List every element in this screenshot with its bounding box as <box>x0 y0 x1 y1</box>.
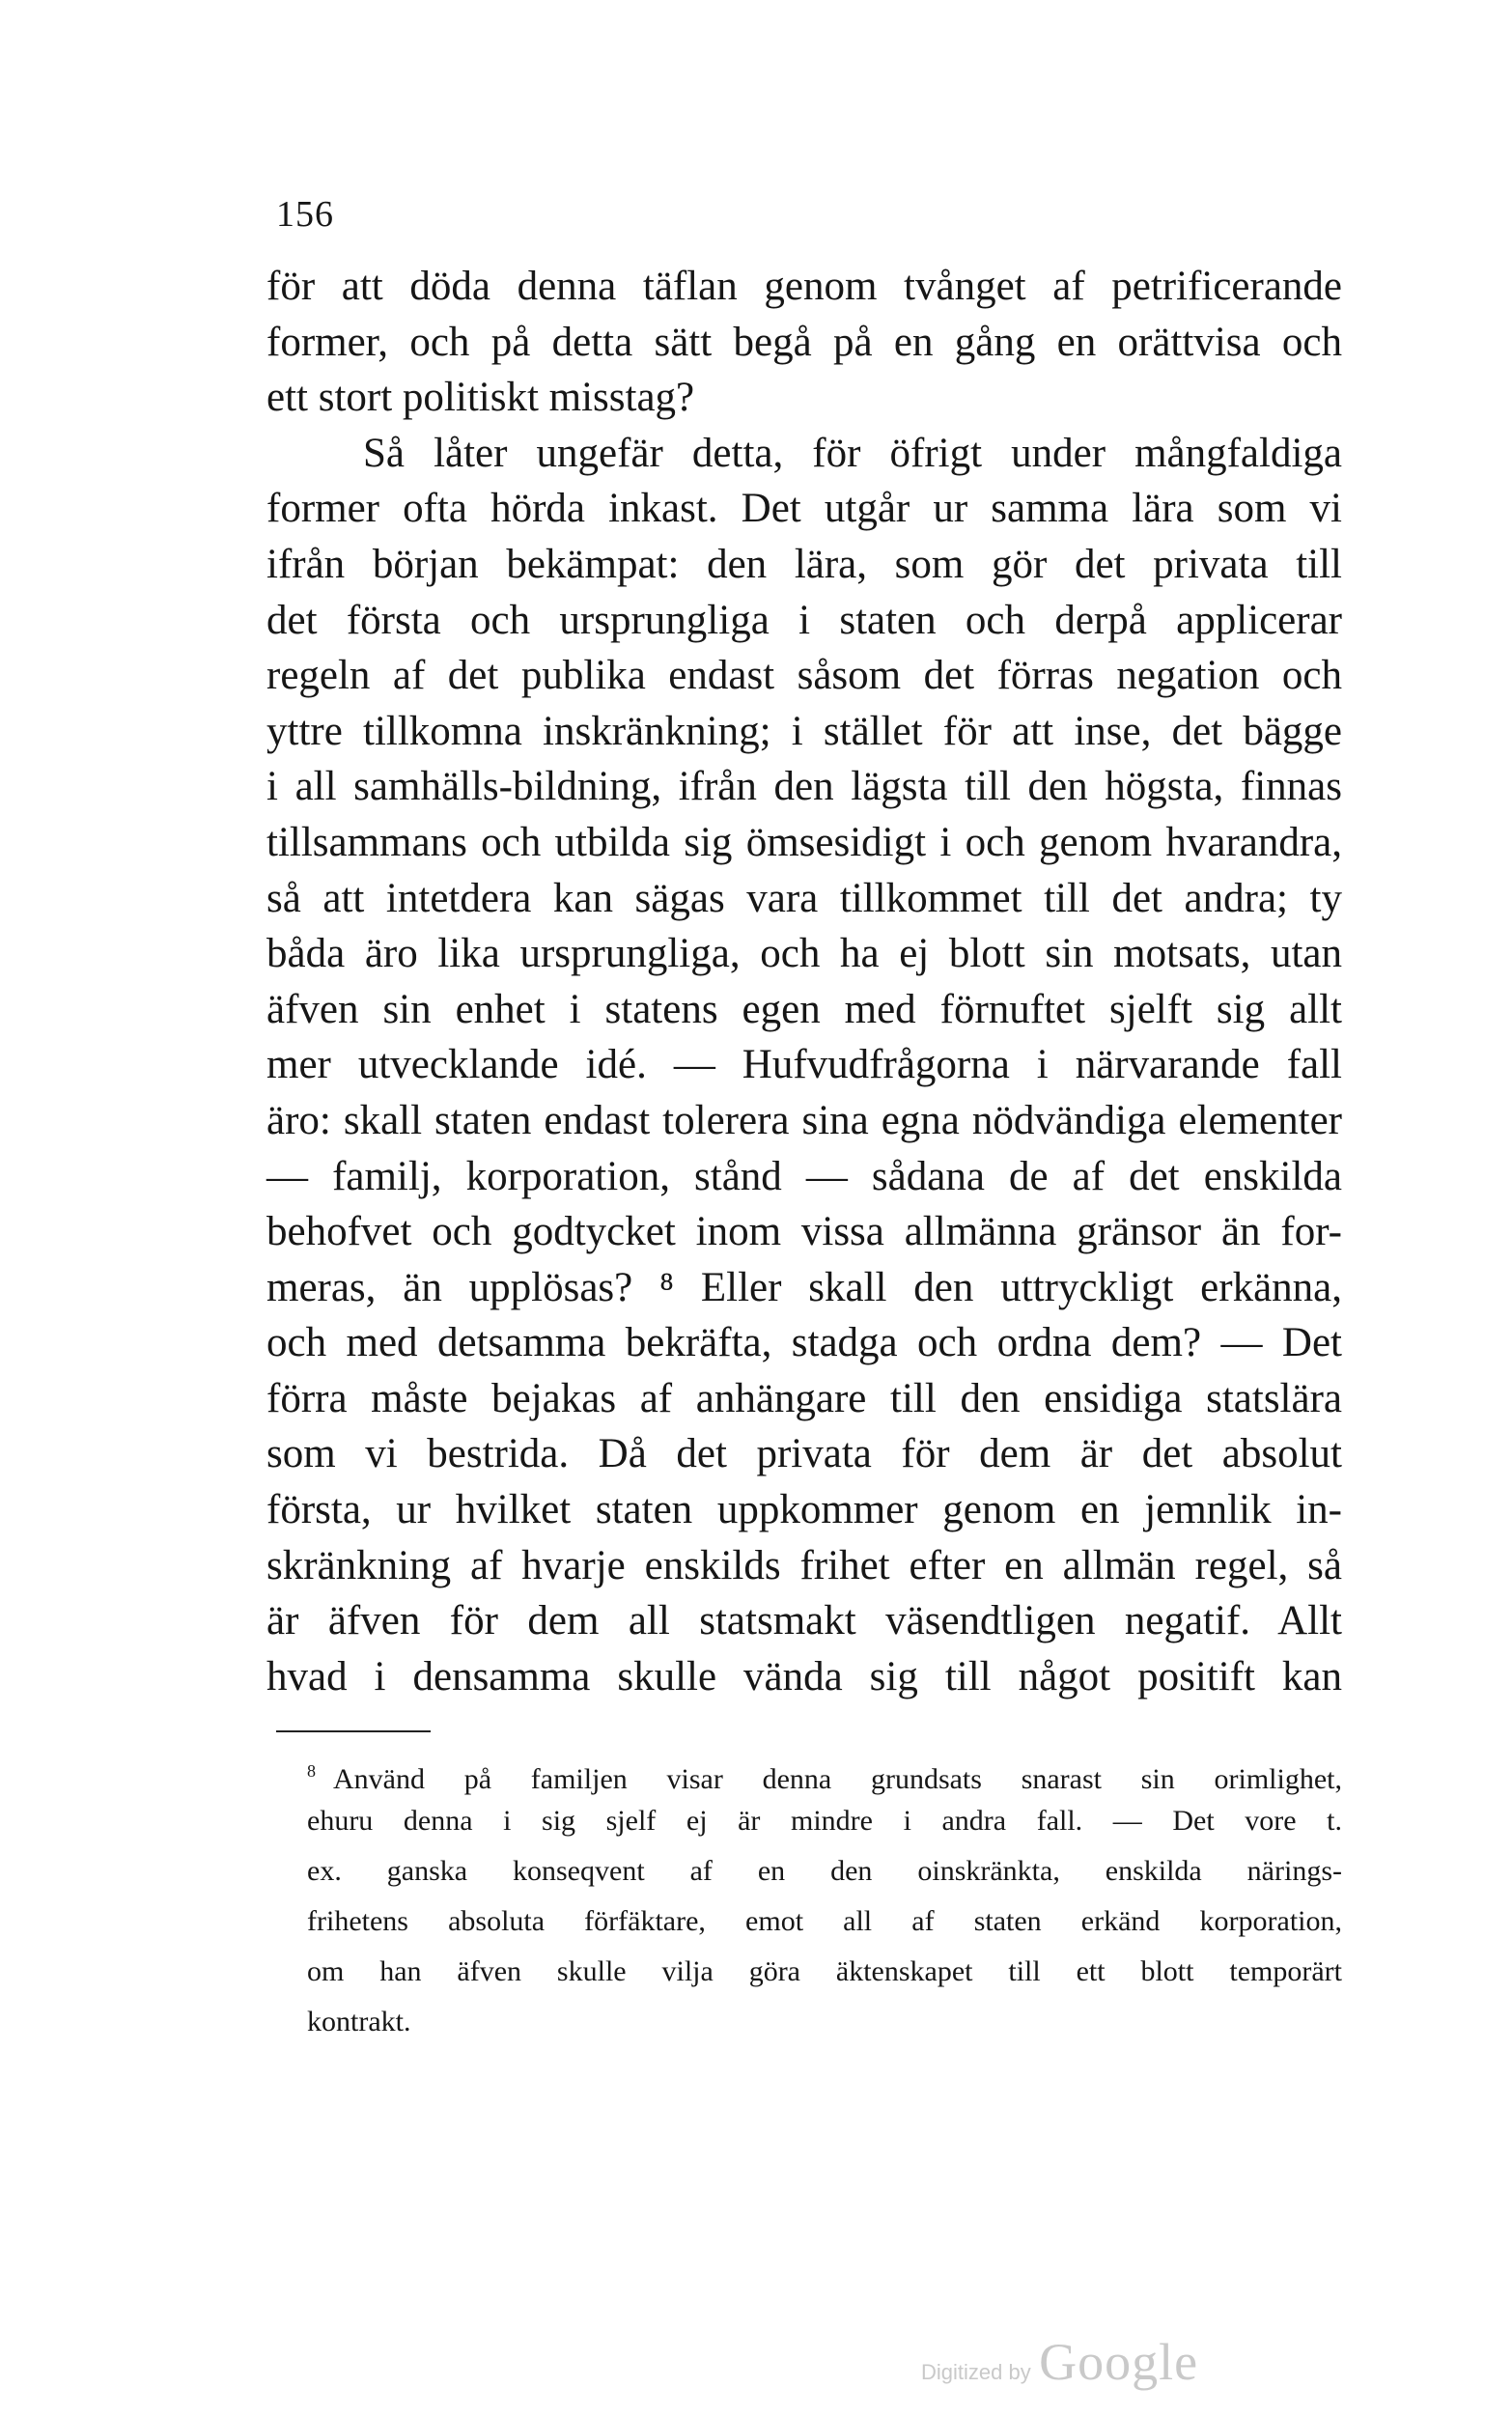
page-number: 156 <box>276 194 334 235</box>
text-line: former ofta hörda inkast. Det utgår ur samma lära som vi <box>266 486 1342 532</box>
text-line: så att intetdera kan sägas vara tillkommet till det andra; ty <box>266 875 1342 921</box>
text-line: ett stort politiskt misstag? <box>266 375 695 421</box>
footnote-line: om han äfven skulle vilja göra äktenskapet till ett blott temporärt <box>307 1955 1342 1987</box>
footnote-line: ehuru denna i sig sjelf ej är mindre i andra fall. — Det vore t. <box>307 1805 1342 1837</box>
text-line: båda äro lika ursprungliga, och ha ej blott sin motsats, utan <box>266 931 1342 977</box>
footnote-line <box>307 1746 1342 1796</box>
text-line: meras, än upplösas? ⁸ Eller skall den uttryckligt erkänna, <box>266 1264 1342 1310</box>
text-line: skränkning af hvarje enskilds frihet efter en allmän regel, så <box>266 1542 1342 1588</box>
text-line: äfven sin enhet i statens egen med förnuftet sjelft sig allt <box>266 986 1342 1032</box>
footnote-line: kontrakt. <box>307 2006 411 2037</box>
text-line: äro: skall staten endast tolerera sina egna nödvändiga elementer <box>266 1097 1342 1143</box>
text-line: behofvet och godtycket inom vissa allmänna gränsor än for- <box>266 1209 1342 1255</box>
text-line: det första och ursprungliga i staten och derpå applicerar <box>266 597 1342 643</box>
text-line: hvad i densamma skulle vända sig till något positift kan <box>266 1653 1342 1700</box>
text-line: förra måste bejakas af anhängare till den ensidiga statslära <box>266 1375 1342 1421</box>
text-line: och med detsamma bekräfta, stadga och ordna dem? — Det <box>266 1320 1342 1366</box>
google-logo: Google <box>1039 2333 1199 2391</box>
footnote-line: frihetens absoluta förfäktare, emot all af staten erkänd korporation, <box>307 1905 1342 1937</box>
text-line: former, och på detta sätt begå på en gång en orättvisa och <box>266 319 1342 365</box>
text-line: är äfven för dem all statsmakt väsendtligen negatif. Allt <box>266 1598 1342 1644</box>
footnote-line: ex. ganska konseqvent af en den oinskränkta, enskilda närings- <box>307 1855 1342 1887</box>
digitized-watermark <box>921 2332 1198 2392</box>
text-line: yttre tillkomna inskränkning; i stället för att inse, det bägge <box>266 708 1342 754</box>
footnote-divider <box>276 1730 431 1732</box>
text-line: i all samhälls-bildning, ifrån den lägsta till den högsta, finnas <box>266 764 1342 810</box>
footnote-line-text: Använd på familjen visar denna grundsats snarast sin orimlighet, <box>333 1763 1342 1795</box>
text-line: som vi bestrida. Då det privata för dem är det absolut <box>266 1431 1342 1477</box>
text-line: — familj, korporation, stånd — sådana de af det enskilda <box>266 1153 1342 1199</box>
text-line: första, ur hvilket staten uppkommer genom en jemnlik in- <box>266 1487 1342 1533</box>
text-line: ifrån början bekämpat: den lära, som gör det privata till <box>266 541 1342 587</box>
text-line: Så låter ungefär detta, för öfrigt under mångfaldiga <box>363 430 1342 476</box>
footnote <box>307 1746 1342 2047</box>
footnote-marker: 8 <box>307 1761 316 1781</box>
text-line: tillsammans och utbilda sig ömsesidigt i och genom hvarandra, <box>266 819 1342 865</box>
watermark-prefix: Digitized by <box>921 2360 1031 2384</box>
text-line: regeln af det publika endast såsom det förras negation och <box>266 653 1342 699</box>
text-line: mer utvecklande idé. — Hufvudfrågorna i närvarande fall <box>266 1042 1342 1088</box>
body-text <box>266 259 1342 1704</box>
text-line: för att döda denna täflan genom tvånget af petrificerande <box>266 264 1342 309</box>
